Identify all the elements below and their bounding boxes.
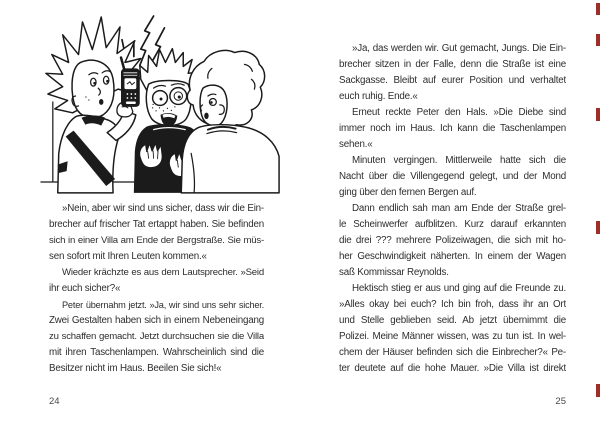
right-page-text [339,41,566,377]
text-line: Zwei Gestalten haben sich in einem Nebeneingang [49,315,264,326]
paragraph [339,153,566,201]
fore-edge-mark [596,221,600,234]
text-line: Erneut reckte Peter den Hals. »Die Diebe sind [352,107,566,118]
text-line: immer noch im Haus. Ich kann die Taschenlampen [339,123,566,134]
text-line: die drei ??? mehrere Polizeiwagen, die sich mit ho- [339,235,566,246]
text-line: sen sofort mit Ihren Leuten kommen.« [49,251,207,262]
text-line: euch ruhig. Ende.« [339,91,418,102]
text-line: ter deutete auf die hohe Mauer. »Die Villa ist direkt [339,363,566,374]
text-line: brecher sitzen in der Falle, denn die Straße ist eine [339,59,566,70]
text-line: »Alles okay bei euch? Ich bin froh, dass ihr an Ort [339,299,566,310]
text-line: »Ja, das werden wir. Gut gemacht, Jungs. Die Ein- [352,43,566,54]
fore-edge-mark [596,384,600,397]
right-boy-wavy-hair [181,50,279,192]
text-line: chem der Häuser befinden sich die Einbrecher?« Pe- [339,347,566,358]
paragraph [339,281,566,377]
paragraph [49,201,264,265]
text-line: Hektisch stieg er aus und ging auf die Freunde zu. [352,283,566,294]
text-line: Minuten vergingen. Mittlerweile hatte sich die [352,155,566,166]
paragraph [339,105,566,153]
paragraph [49,265,264,297]
left-page-text [49,201,264,377]
text-line: ihr euch sicher?« [49,283,121,294]
fore-edge-mark [596,3,600,15]
paragraph [49,297,264,377]
text-line: sehen.« [339,139,373,150]
text-line: le Scheinwerfer aufblitzen. Kurz darauf erkannten [339,219,566,230]
illustration-three-boys-walkie-talkie [38,4,285,194]
text-line: Peter übernahm jetzt. »Ja, wir sind uns sehr sicher. [62,300,264,310]
text-line: Besitzer nicht im Haus. Beeilen Sie sich!« [49,363,222,374]
page-number-right: 25 [555,396,566,407]
text-line: Sackgasse. Bleibt auf eurer Position und verhaltet [339,75,566,86]
paragraph [339,41,566,105]
text-line: Dann endlich sah man am Ende der Straße grel- [352,203,566,214]
text-line: sich in einer Villa am Ende der Bergstraße. Sie müs- [49,235,264,246]
page-number-left: 24 [49,396,60,407]
text-line: zu schaffen gemacht. Jetzt durchsuchen sie die Villa [49,331,264,342]
text-line: her Geschwindigkeit näherten. In einem der Wagen [339,251,566,262]
text-line: saß Kommissar Reynolds. [339,267,449,278]
text-line: Nacht über die Villengegend gelegt, und der Mond [339,171,566,182]
paragraph [339,201,566,281]
fore-edge-mark [596,34,600,46]
fore-edge-mark [596,108,600,121]
text-line: Polizei. Meine Männer wissen, was zu tun ist. In wel- [339,331,566,342]
text-line: und Stelle geblieben seid. Ab jetzt übernimmt die [339,315,566,326]
text-line: brecher auf frischer Tat ertappt haben. Sie befinden [49,219,264,230]
text-line: ging über den fernen Bergen auf. [339,187,477,198]
text-line: Wieder krächzte es aus dem Lautsprecher. »Seid [62,267,264,278]
text-line: »Nein, aber wir sind uns sicher, dass wir die Ein- [62,203,264,214]
text-line: mit ihren Taschenlampen. Wahrscheinlich sind die [49,347,264,358]
